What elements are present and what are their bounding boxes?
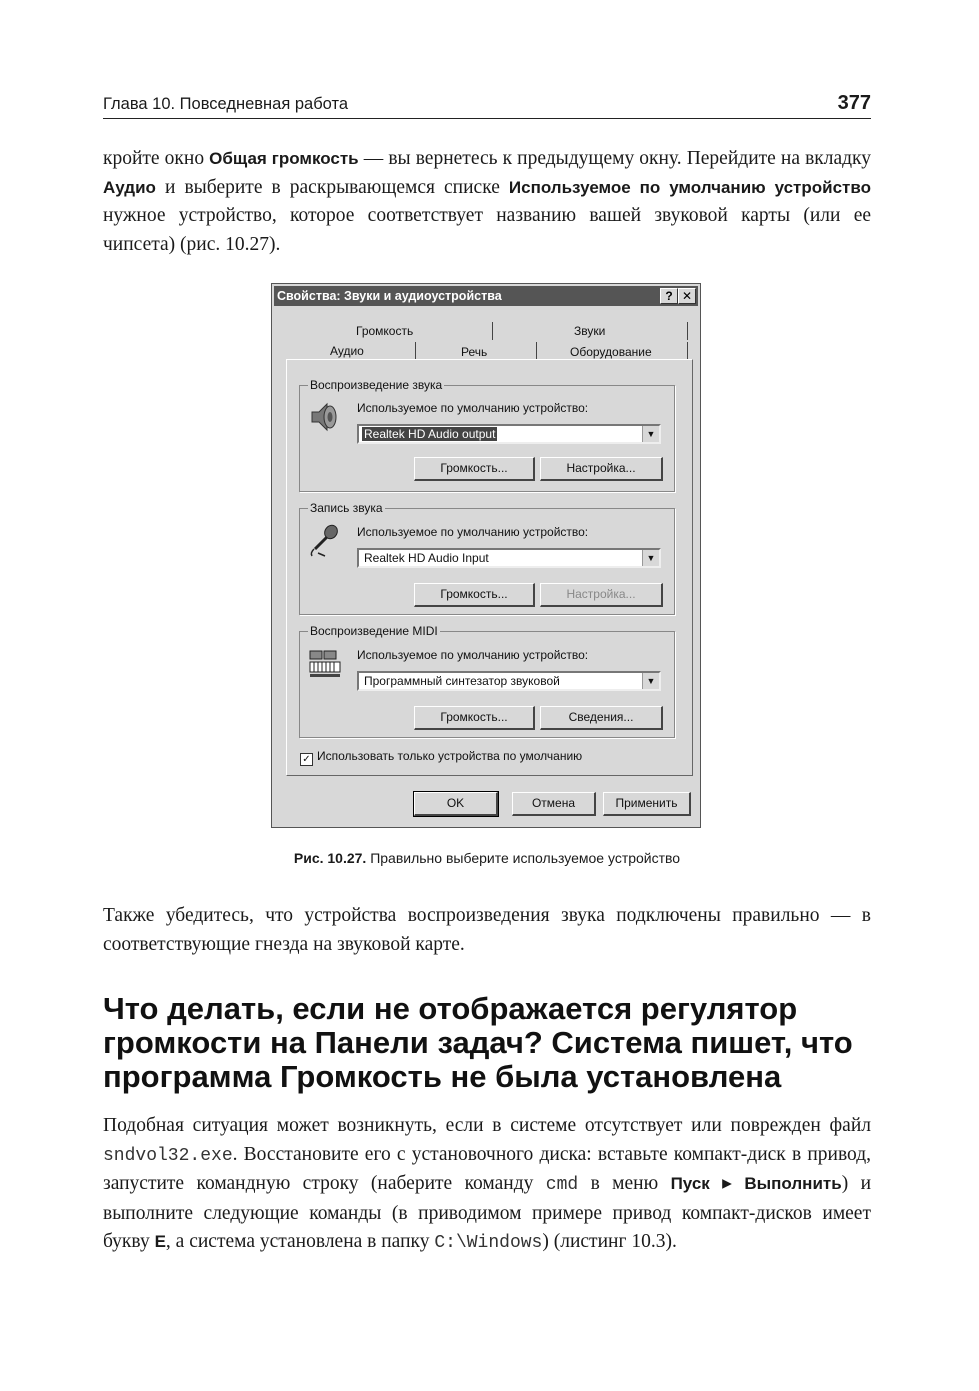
- text: ) (листинг 10.3).: [542, 1231, 677, 1252]
- group-recording: [299, 501, 675, 615]
- tab-speech[interactable]: Речь: [461, 345, 488, 359]
- bold-term: Аудио: [103, 177, 156, 197]
- selected-value: Realtek HD Audio output: [364, 427, 496, 441]
- midi-volume-button[interactable]: Громкость...: [414, 706, 535, 730]
- text: — вы вернетесь к предыдущему окну. Перейдите на вкладку: [358, 148, 872, 169]
- dialog-title: Свойства: Звуки и аудиоустройства: [277, 289, 502, 303]
- chevron-down-icon[interactable]: ▼: [642, 673, 659, 689]
- default-device-label: Используемое по умолчанию устройство:: [357, 525, 589, 539]
- menu-arrow-icon: ▸: [722, 1173, 732, 1194]
- group-legend: Воспроизведение звука: [310, 378, 443, 392]
- figure-number: Рис. 10.27.: [293, 850, 367, 866]
- tab-separator: [415, 342, 416, 360]
- midi-device-select[interactable]: [357, 671, 661, 691]
- cancel-button[interactable]: Отмена: [512, 792, 596, 816]
- text: . Восстановите его с установочного диска: вставьте компакт-диск в привод, запустите командную строку (наберите команду: [103, 1143, 871, 1194]
- default-device-label: Используемое по умолчанию устройство:: [357, 401, 589, 415]
- dialog-titlebar: [274, 286, 698, 306]
- playback-volume-button[interactable]: Громкость...: [414, 457, 535, 481]
- tab-separator: [687, 322, 688, 340]
- recording-settings-button[interactable]: Настройка...: [540, 583, 663, 607]
- apply-button[interactable]: Применить: [603, 792, 691, 816]
- close-icon[interactable]: ✕: [678, 288, 696, 304]
- playback-settings-button[interactable]: Настройка...: [540, 457, 663, 481]
- group-legend: Воспроизведение MIDI: [310, 624, 438, 638]
- speaker-icon: [308, 400, 342, 434]
- code-command: cmd: [545, 1175, 579, 1195]
- chevron-down-icon[interactable]: ▼: [642, 426, 659, 442]
- checkbox-box[interactable]: ✓: [300, 753, 313, 766]
- help-icon[interactable]: ?: [660, 288, 678, 304]
- ok-button[interactable]: OK: [414, 792, 498, 816]
- recording-device-select[interactable]: [357, 548, 661, 568]
- code-path: C:\Windows: [434, 1233, 543, 1253]
- bold-term: Общая громкость: [209, 149, 359, 168]
- checkbox-label: Использовать только устройства по умолчанию: [317, 749, 583, 763]
- paragraph-check: Также убедитесь, что устройства воспроизведения звука подключены правильно — в соответствующие гнезда на звуковой карте.: [103, 905, 871, 955]
- selected-value: Realtek HD Audio Input: [364, 551, 489, 565]
- tab-hardware[interactable]: Оборудование: [570, 345, 652, 359]
- chevron-down-icon[interactable]: ▼: [642, 550, 659, 566]
- playback-device-select[interactable]: [357, 424, 661, 444]
- selected-value: Программный синтезатор звуковой: [364, 674, 560, 688]
- text: кройте окно: [103, 148, 210, 169]
- paragraph-restore: [103, 1112, 871, 1258]
- figure-caption: [103, 850, 871, 866]
- menu-item-start: Пуск: [670, 1174, 710, 1193]
- tab-separator: [492, 322, 493, 340]
- running-header: [103, 92, 871, 119]
- group-playback: [299, 378, 675, 492]
- chapter-title: Глава 10. Повседневная работа: [103, 95, 349, 113]
- group-midi: [299, 624, 675, 738]
- text: в меню: [578, 1173, 671, 1194]
- code-filename: sndvol32.exe: [103, 1145, 233, 1166]
- tab-audio[interactable]: Аудио: [330, 344, 364, 358]
- midi-info-button[interactable]: Сведения...: [540, 706, 663, 730]
- default-devices-only-checkbox[interactable]: [300, 749, 582, 766]
- tab-separator: [536, 342, 537, 360]
- caption-text: Правильно выберите используемое устройство: [366, 850, 681, 866]
- group-legend: Запись звука: [310, 501, 383, 515]
- midi-keyboard-icon: [308, 646, 342, 680]
- default-device-label: Используемое по умолчанию устройство:: [357, 648, 589, 662]
- section-heading: Что делать, если не отображается регулятор громкости на Панели задач? Система пишет, что программа Громкость не была установлена: [103, 991, 853, 1094]
- tab-separator: [687, 342, 688, 360]
- drive-letter: E: [154, 1232, 166, 1251]
- text: нужное устройство, которое соответствует названию вашей звуковой карты (или ее чипсета) (рис. 10.27).: [103, 205, 871, 255]
- text: Подобная ситуация может возникнуть, если в системе отсутствует или поврежден файл: [103, 1115, 871, 1136]
- sound-properties-dialog: [271, 283, 701, 828]
- microphone-icon: [308, 523, 342, 557]
- menu-item-run: Выполнить: [744, 1174, 842, 1193]
- tab-volume[interactable]: Громкость: [356, 324, 414, 338]
- recording-volume-button[interactable]: Громкость...: [414, 583, 535, 607]
- text: ) и выполните следующие команды (в приводимом примере привод компакт-дисков имеет букву: [103, 1173, 872, 1252]
- text: и выберите в раскрывающемся списке: [155, 176, 509, 198]
- paragraph-intro: [103, 145, 871, 259]
- tab-sounds[interactable]: Звуки: [574, 324, 606, 338]
- page-number: 377: [837, 92, 871, 114]
- text: , а система установлена в папку: [165, 1231, 435, 1252]
- bold-term: Используемое по умолчанию устройство: [508, 177, 871, 197]
